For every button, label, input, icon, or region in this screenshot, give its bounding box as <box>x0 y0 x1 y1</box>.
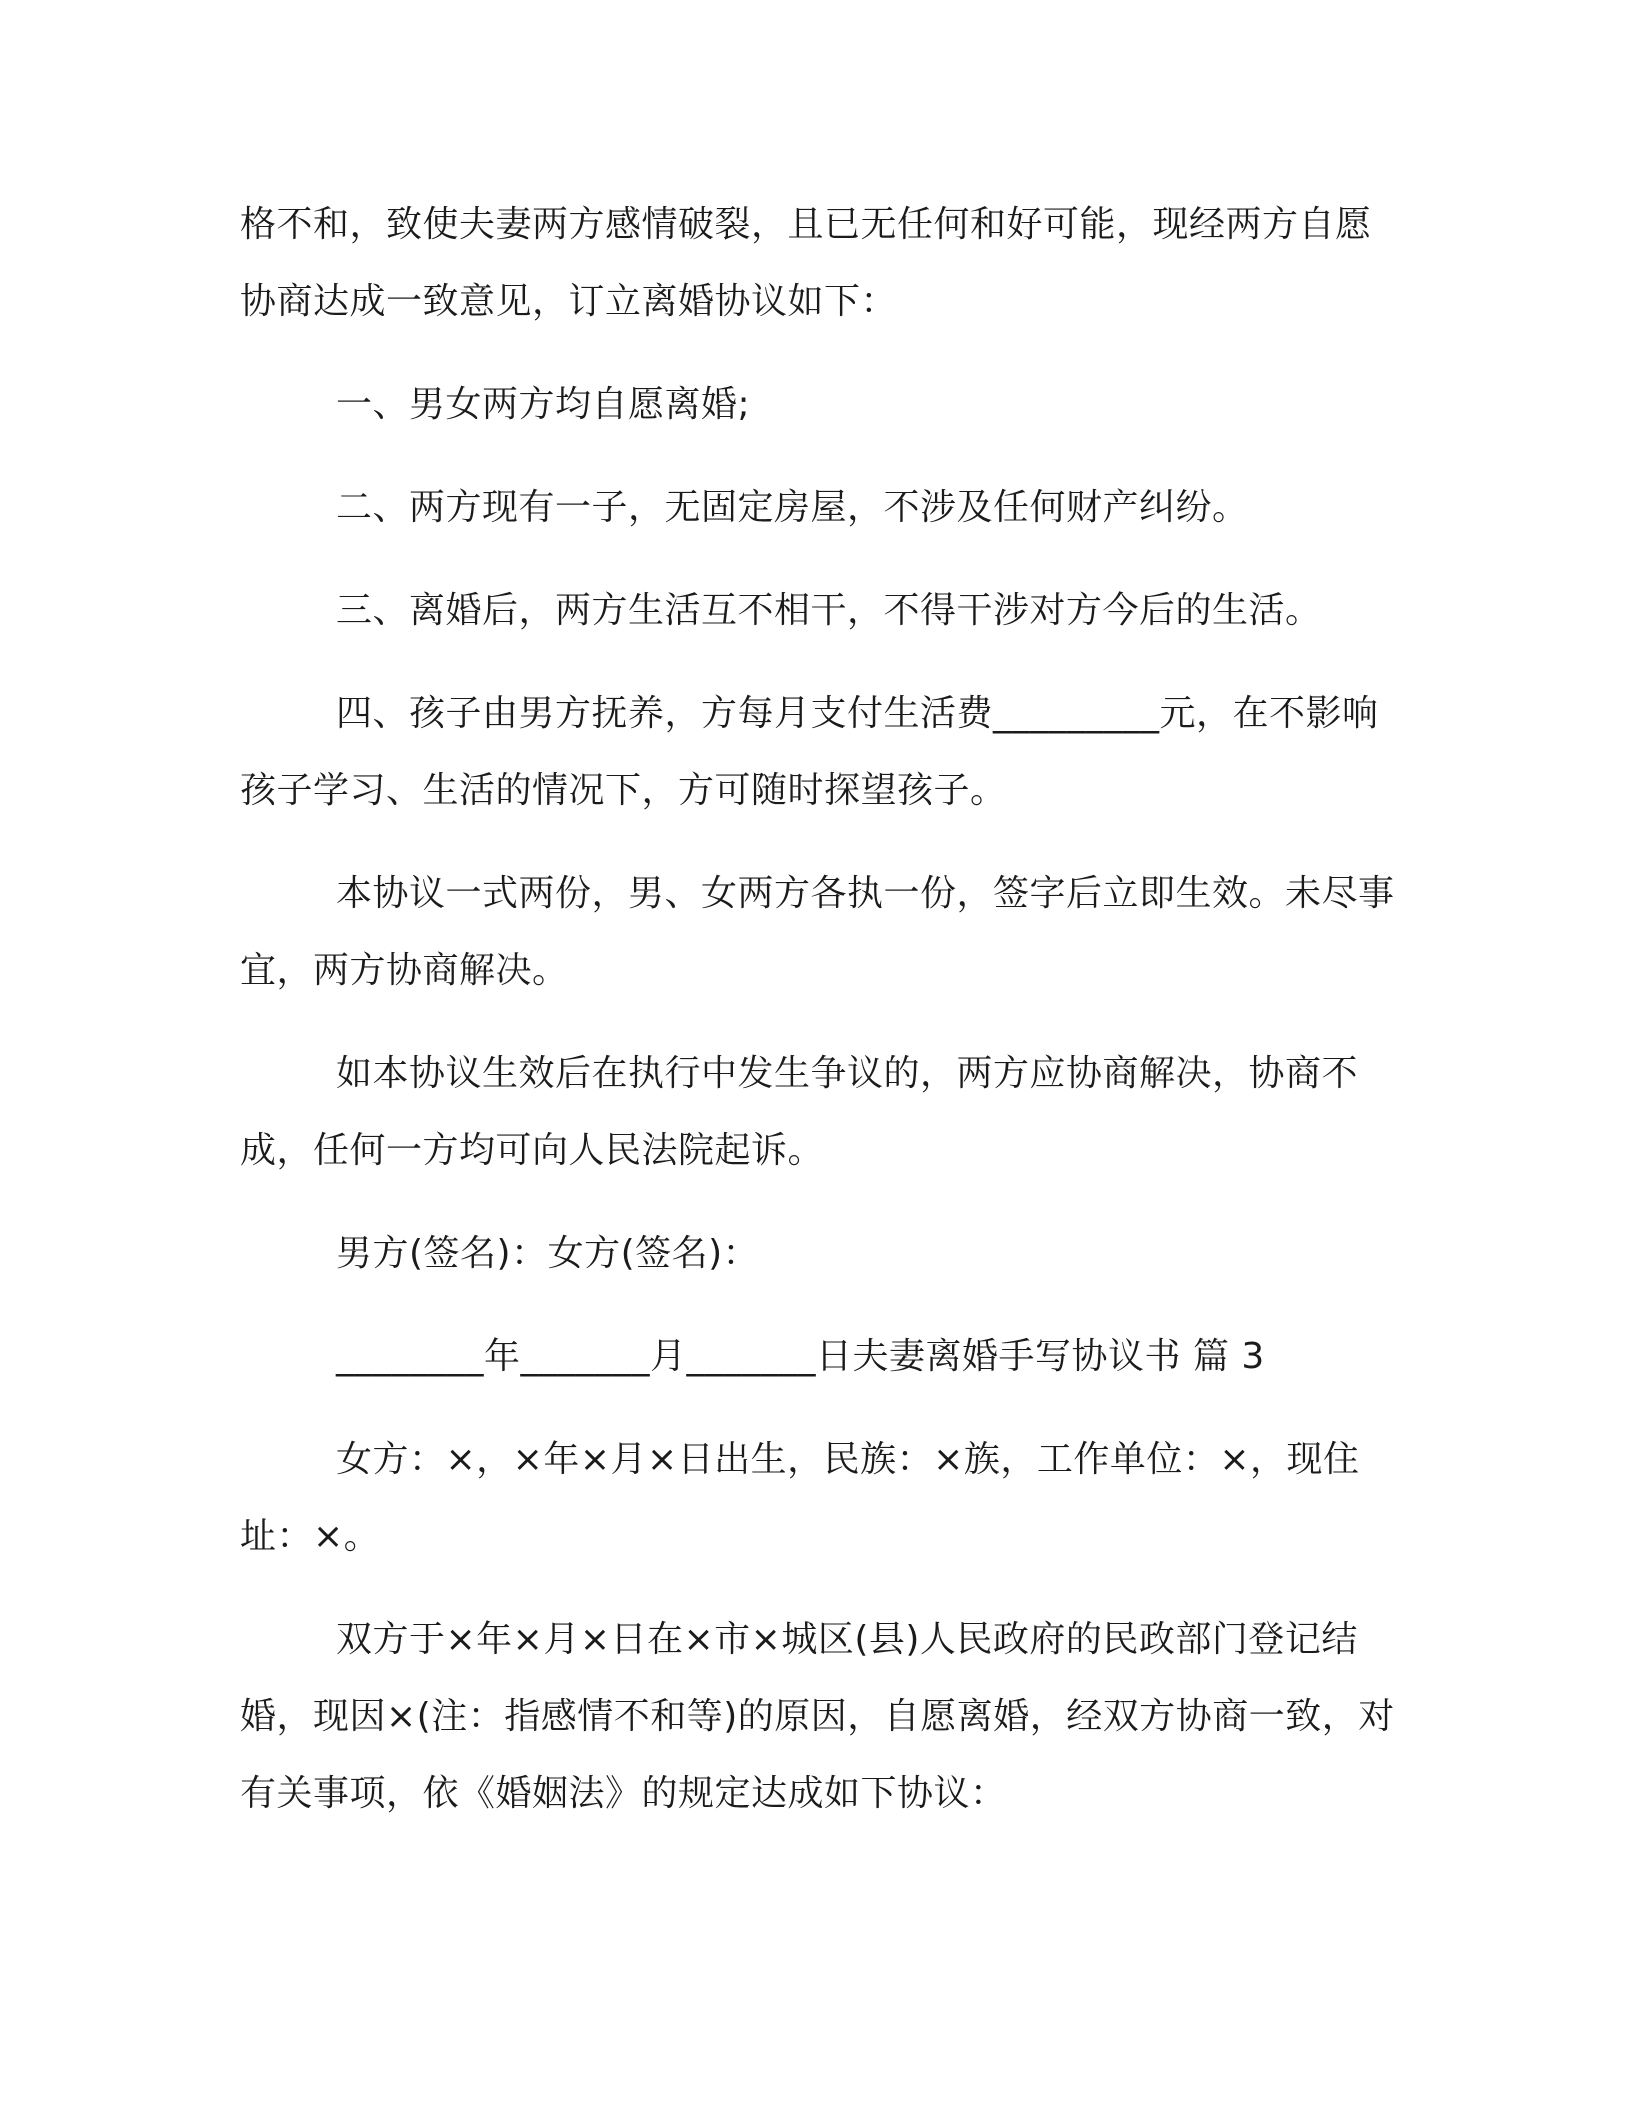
paragraph: 本协议一式两份，男、女两方各执一份，签字后立即生效。未尽事宜，两方协商解决。 <box>240 873 1395 991</box>
clause-1: 一、男女两方均自愿离婚; <box>336 384 751 425</box>
document-body <box>240 186 1400 1858</box>
signature-line: 男方(签名)：女方(签名)： <box>336 1233 760 1274</box>
party-info: 女方：×，×年×月×日出生，民族：×族，工作单位：×，现住址：×。 <box>240 1439 1360 1557</box>
clause-4: 四、孩子由男方抚养，方每月支付生活费_________元，在不影响孩子学习、生活的情况下，方可随时探望孩子。 <box>240 693 1379 811</box>
date-and-section-heading: ________年_______月_______日夫妻离婚手写协议书 篇 3 <box>336 1336 1265 1377</box>
paragraph: 格不和，致使夫妻两方感情破裂，且已无任何和好可能，现经两方自愿协商达成一致意见，订立离婚协议如下： <box>240 204 1372 322</box>
paragraph: 双方于×年×月×日在×市×城区(县)人民政府的民政部门登记结婚，现因×(注：指感情不和等)的原因，自愿离婚，经双方协商一致，对有关事项，依《婚姻法》的规定达成如下协议： <box>240 1619 1395 1814</box>
paragraph: 如本协议生效后在执行中发生争议的，两方应协商解决，协商不成，任何一方均可向人民法院起诉。 <box>240 1053 1359 1171</box>
clause-2: 二、两方现有一子，无固定房屋，不涉及任何财产纠纷。 <box>336 487 1249 528</box>
clause-3: 三、离婚后，两方生活互不相干，不得干涉对方今后的生活。 <box>336 590 1322 631</box>
